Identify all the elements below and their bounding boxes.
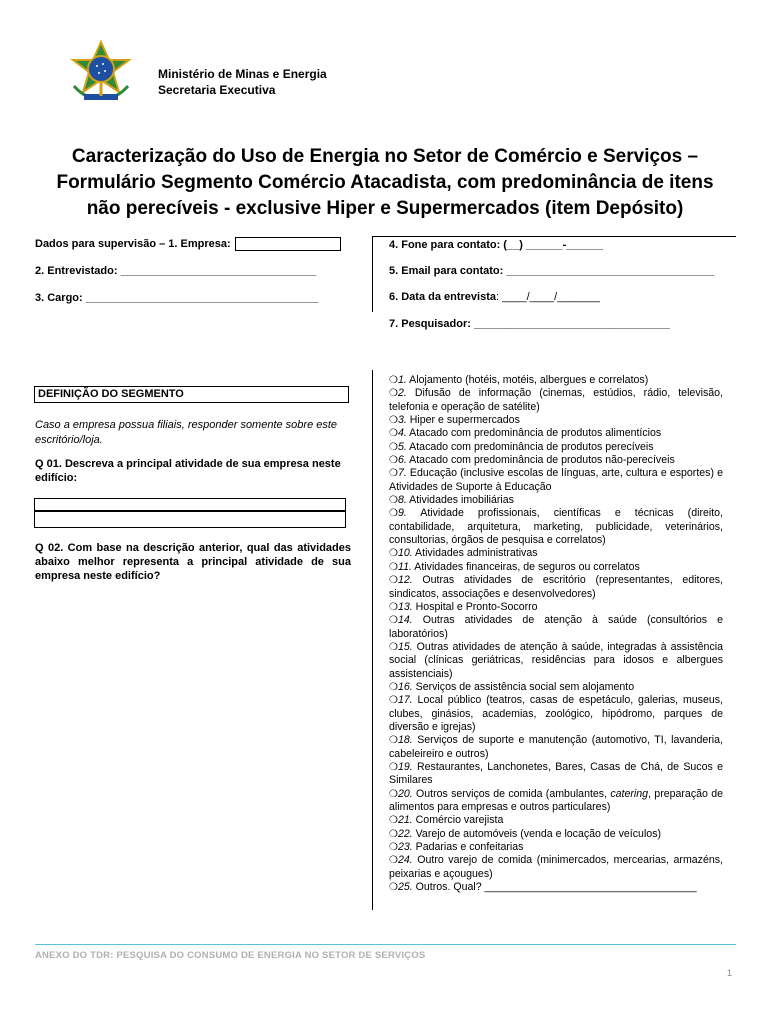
option-text: Padarias e confeitarias	[412, 841, 524, 854]
option-number: 14.	[397, 614, 413, 627]
radio-circle-icon[interactable]: ❍	[389, 508, 398, 520]
option-number: 24.	[397, 854, 413, 867]
radio-circle-icon[interactable]: ❍	[389, 548, 398, 560]
option-text: Educação (inclusive escolas de línguas, arte, cultura e esportes) e Atividades de Suporte à Educação	[389, 467, 723, 493]
option-number: 9.	[397, 507, 407, 520]
activity-option[interactable]	[389, 814, 723, 827]
radio-circle-icon[interactable]: ❍	[389, 788, 398, 800]
date-value: : ____/____/_______	[496, 291, 600, 303]
activity-option[interactable]	[389, 574, 723, 601]
phone-field[interactable]: 4. Fone para contato: (__) ______-______	[389, 239, 603, 251]
option-text: Outros. Qual? ____________________________________	[412, 881, 697, 894]
option-number: 19.	[397, 760, 413, 773]
option-number: 21.	[397, 814, 413, 827]
option-text: Atividades financeiras, de seguros ou correlatos	[411, 560, 640, 573]
activity-option[interactable]	[389, 454, 723, 467]
activity-option[interactable]	[389, 614, 723, 641]
radio-circle-icon[interactable]: ❍	[389, 641, 398, 653]
role-field[interactable]: 3. Cargo: ______________________________________	[35, 292, 319, 304]
option-text: Atacado com predominância de produtos não-perecíveis	[406, 454, 675, 467]
option-text: Varejo de automóveis (venda e locação de veículos)	[412, 827, 662, 840]
radio-circle-icon[interactable]: ❍	[389, 441, 398, 453]
option-number: 5.	[397, 440, 407, 453]
activity-option[interactable]	[389, 441, 723, 454]
activity-option[interactable]	[389, 681, 723, 694]
radio-circle-icon[interactable]: ❍	[389, 388, 398, 400]
option-text: Atividades administrativas	[412, 547, 538, 560]
option-text: Hiper e supermercados	[406, 414, 520, 427]
option-text: Atividade profissionais, científicas e técnicas (direito, contabilidade, arquitetura, marketing, publicidade, veterinários, consultorias, órgãos de pesquisa e correlatos)	[389, 507, 723, 547]
activity-option[interactable]	[389, 734, 723, 761]
radio-circle-icon[interactable]: ❍	[389, 561, 398, 573]
radio-circle-icon[interactable]: ❍	[389, 455, 398, 467]
title-line-2: Formulário Segmento Comércio Atacadista, com predominância de itens	[56, 172, 714, 193]
radio-circle-icon[interactable]: ❍	[389, 855, 398, 867]
vertical-divider-top	[372, 236, 373, 312]
option-number: 20.	[397, 787, 413, 800]
option-number: 10.	[397, 547, 413, 560]
ministry-name: Ministério de Minas e Energia	[158, 67, 327, 81]
radio-circle-icon[interactable]: ❍	[389, 601, 398, 613]
option-number: 7.	[397, 467, 407, 480]
supervision-field	[35, 237, 341, 251]
footer-rule	[35, 944, 736, 945]
activity-option[interactable]	[389, 788, 723, 815]
ministry-header	[158, 66, 327, 98]
option-text: Outro varejo de comida (minimercados, mercearias, armazéns, peixarias e açougues)	[389, 854, 723, 880]
activity-option[interactable]	[389, 761, 723, 788]
option-number: 6.	[397, 454, 407, 467]
activity-option[interactable]	[389, 427, 723, 440]
option-number: 12.	[397, 574, 413, 587]
activity-option[interactable]	[389, 561, 723, 574]
radio-circle-icon[interactable]: ❍	[389, 615, 398, 627]
option-text: Comércio varejista	[412, 814, 504, 827]
option-number: 25.	[397, 881, 413, 894]
date-label: 6. Data da entrevista	[389, 291, 496, 303]
option-text: Outras atividades de atenção à saúde (consultórios e laboratórios)	[389, 614, 723, 640]
activity-option[interactable]	[389, 494, 723, 507]
radio-circle-icon[interactable]: ❍	[389, 428, 398, 440]
option-text: Serviços de suporte e manutenção (automotivo, TI, lavanderia, cabeleireiro e outros)	[389, 734, 723, 760]
activity-option[interactable]	[389, 507, 723, 547]
option-number: 15.	[397, 640, 413, 653]
radio-circle-icon[interactable]: ❍	[389, 415, 398, 427]
vertical-divider-main	[372, 370, 373, 910]
activity-options-list	[389, 374, 723, 894]
activity-option[interactable]	[389, 547, 723, 560]
option-text: Hospital e Pronto-Socorro	[412, 600, 538, 613]
secretariat-name: Secretaria Executiva	[158, 83, 276, 97]
activity-option[interactable]	[389, 467, 723, 494]
option-text: Difusão de informação (cinemas, estúdios, rádio, televisão, telefonia e operação de satélite)	[389, 387, 723, 413]
top-divider	[372, 236, 736, 237]
radio-circle-icon[interactable]: ❍	[389, 828, 398, 840]
activity-option[interactable]	[389, 414, 723, 427]
option-number: 2.	[397, 387, 407, 400]
radio-circle-icon[interactable]: ❍	[389, 695, 398, 707]
title-line-3: não perecíveis - exclusive Hiper e Supermercados (item Depósito)	[86, 198, 684, 219]
radio-circle-icon[interactable]: ❍	[389, 815, 398, 827]
radio-circle-icon[interactable]: ❍	[389, 735, 398, 747]
activity-option[interactable]	[389, 841, 723, 854]
radio-circle-icon[interactable]: ❍	[389, 882, 398, 894]
title-line-1: Caracterização do Uso de Energia no Setor de Comércio e Serviços –	[71, 146, 699, 167]
activity-option[interactable]	[389, 828, 723, 841]
radio-circle-icon[interactable]: ❍	[389, 468, 398, 480]
answer-line	[34, 510, 346, 512]
radio-circle-icon[interactable]: ❍	[389, 761, 398, 773]
option-text: Atacado com predominância de produtos perecíveis	[406, 440, 654, 453]
option-number: 17.	[397, 694, 413, 707]
date-field[interactable]	[389, 291, 600, 303]
activity-option[interactable]	[389, 601, 723, 614]
option-number: 4.	[397, 427, 407, 440]
document-title	[20, 144, 750, 222]
question-2: Q 02. Com base na descrição anterior, qual das atividades abaixo melhor representa a principal atividade de sua empresa neste edifício?	[35, 542, 351, 582]
option-number: 13.	[397, 600, 413, 613]
activity-option[interactable]	[389, 374, 723, 387]
option-text: Local público (teatros, casas de espetáculo, galerias, museus, clubes, ginásios, academias, zoológico, hipódromo, parques de diversão e igrejas)	[389, 694, 723, 733]
option-number: 23.	[397, 841, 413, 854]
page-number: 1	[727, 968, 733, 978]
option-text: Serviços de assistência social sem alojamento	[412, 680, 635, 693]
option-number: 22.	[397, 827, 413, 840]
branch-note: Caso a empresa possua filiais, responder somente sobre este escritório/loja.	[35, 419, 338, 446]
email-field[interactable]: 5. Email para contato: __________________________________	[389, 265, 715, 277]
answer-box-q1[interactable]	[34, 498, 346, 528]
option-text: Outras atividades de escritório (representantes, editores, sindicatos, associações e desenvolvedores)	[389, 574, 723, 600]
activity-option[interactable]	[389, 694, 723, 734]
footer-annex: ANEXO DO TDR: PESQUISA DO CONSUMO DE ENERGIA NO SETOR DE SERVIÇOS	[35, 950, 426, 961]
company-input-box[interactable]	[235, 237, 341, 251]
radio-circle-icon[interactable]: ❍	[389, 495, 398, 507]
coat-of-arms-logo	[66, 40, 136, 106]
radio-circle-icon[interactable]: ❍	[389, 681, 398, 693]
option-number: 1.	[397, 374, 407, 386]
option-text: Outros serviços de comida (ambulantes, catering, preparação de alimentos para empresas e outros particulares)	[389, 787, 723, 813]
option-number: 11.	[397, 560, 412, 573]
radio-circle-icon[interactable]: ❍	[389, 375, 398, 386]
option-text: Atividades imobiliárias	[406, 494, 514, 507]
option-text: Outras atividades de atenção à saúde, integradas à assistência social (clínicas geriátricas, residências para idosos e albergues assistenciais)	[389, 640, 723, 680]
option-text: Restaurantes, Lanchonetes, Bares, Casas de Chá, de Sucos e Similares	[389, 760, 723, 787]
activity-option[interactable]	[389, 881, 723, 894]
option-text: Alojamento (hotéis, motéis, albergues e correlatos)	[406, 374, 649, 386]
option-number: 18.	[397, 734, 413, 747]
radio-circle-icon[interactable]: ❍	[389, 575, 398, 587]
activity-option[interactable]	[389, 854, 723, 881]
question-1: Q 01. Descreva a principal atividade de sua empresa neste edifício:	[35, 458, 341, 484]
activity-option[interactable]	[389, 641, 723, 681]
option-number: 3.	[397, 414, 407, 427]
radio-circle-icon[interactable]: ❍	[389, 842, 398, 854]
researcher-field[interactable]: 7. Pesquisador: ________________________________	[389, 318, 670, 330]
option-number: 8.	[397, 494, 407, 507]
interviewee-field[interactable]: 2. Entrevistado: ________________________________	[35, 265, 317, 277]
segment-heading: DEFINIÇÃO DO SEGMENTO	[34, 386, 349, 403]
option-number: 16.	[397, 680, 413, 693]
supervision-label: Dados para supervisão – 1. Empresa:	[35, 237, 231, 250]
option-text: Atacado com predominância de produtos alimentícios	[406, 427, 662, 440]
activity-option[interactable]	[389, 387, 723, 414]
